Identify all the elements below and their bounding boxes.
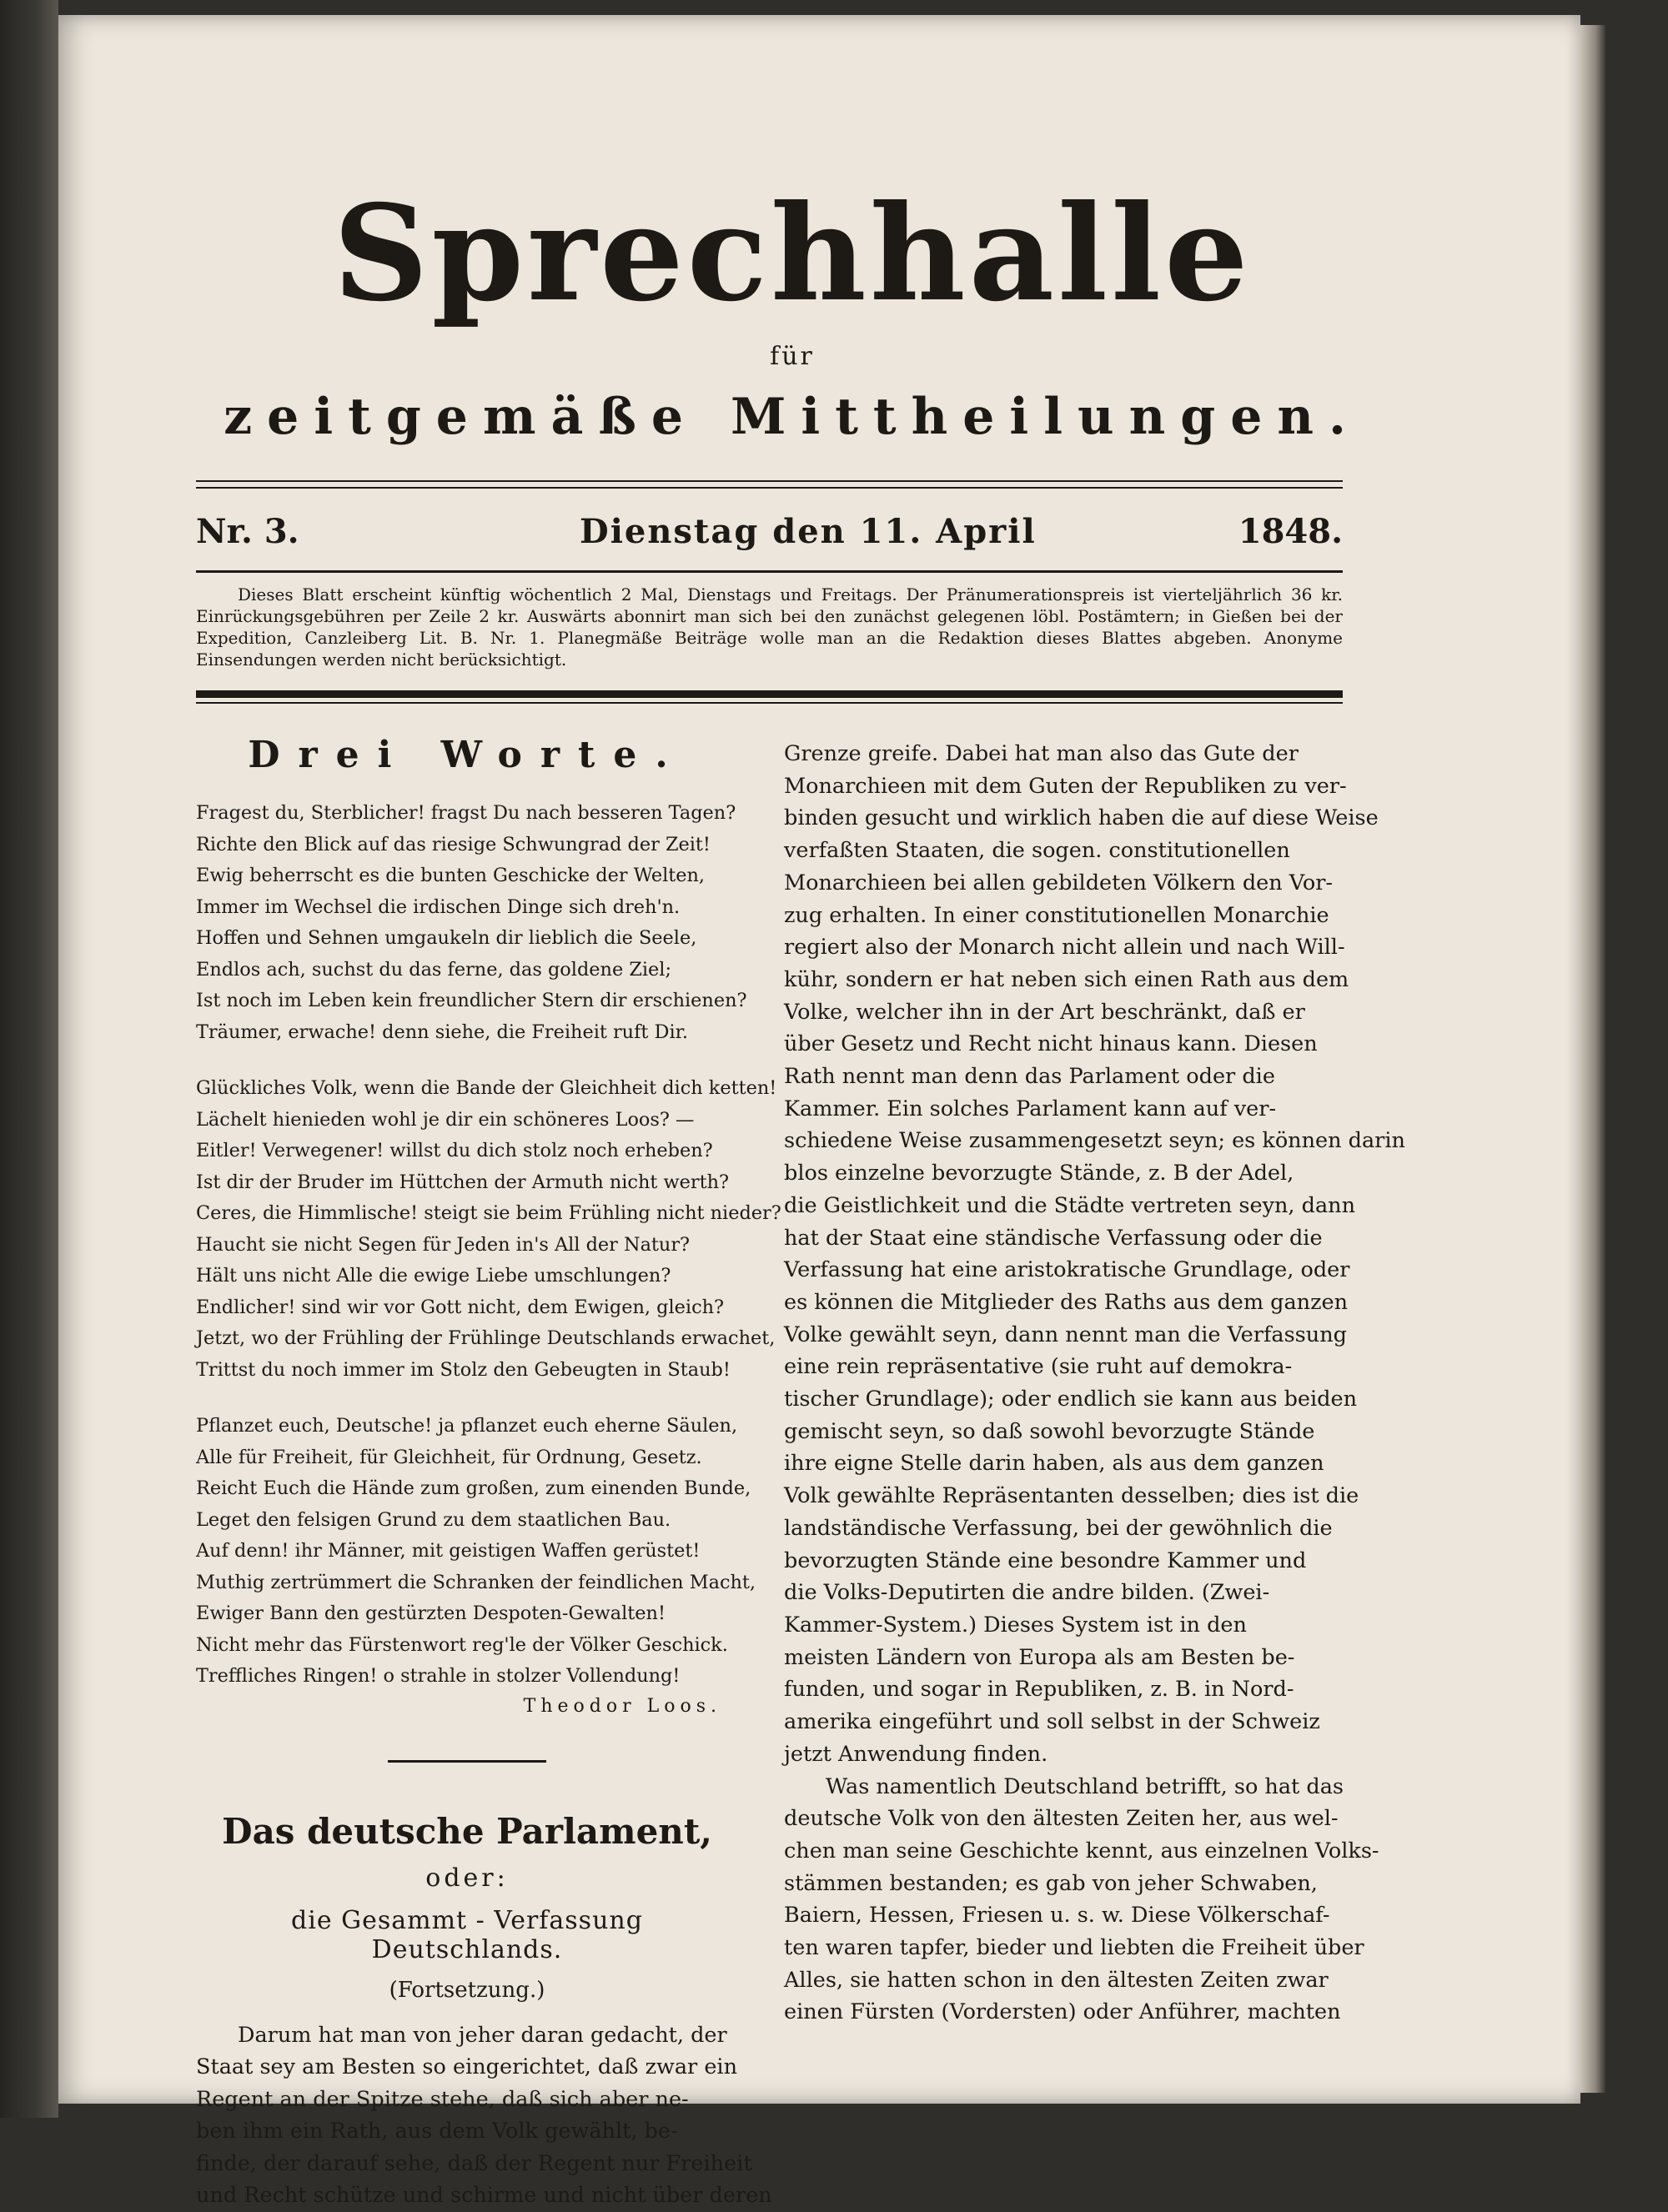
poem-line: Ceres, die Himmlische! steigt sie beim Frühling nicht nieder? <box>196 1198 738 1230</box>
article-line: es können die Mitglieder des Raths aus dem ganzen <box>784 1287 1344 1319</box>
rule-top-a <box>196 480 1343 482</box>
poem-line: Richte den Blick auf das riesige Schwungrad der Zeit! <box>196 830 738 861</box>
article-line: Volk gewählte Repräsentanten desselben; dies ist die <box>784 1480 1344 1512</box>
poem-line: Jetzt, wo der Frühling der Frühlinge Deutschlands erwachet, <box>196 1323 738 1355</box>
article-line: die Geistlichkeit und die Städte vertreten seyn, dann <box>784 1190 1344 1222</box>
article-line: Staat sey am Besten so eingerichtet, daß zwar ein <box>196 2051 738 2084</box>
issue-year: 1848. <box>1238 509 1343 555</box>
page-edge <box>1580 25 1605 2093</box>
poem-stanza-2 <box>196 1073 738 1386</box>
article-line: meisten Ländern von Europa als am Besten be- <box>784 1642 1344 1674</box>
article-line: Volke gewählt seyn, dann nennt man die Verfassung <box>784 1319 1344 1352</box>
article-line: Rath nennt man denn das Parlament oder die <box>784 1061 1344 1093</box>
poem-line: Haucht sie nicht Segen für Jeden in's All der Natur? <box>196 1230 738 1261</box>
article-line: amerika eingeführt und soll selbst in der Schweiz <box>784 1706 1344 1738</box>
article-line: zug erhalten. In einer constitutionellen Monarchie <box>784 900 1344 932</box>
article-line: ben ihm ein Rath, aus dem Volk gewählt, be- <box>196 2115 738 2148</box>
poem-line: Ist noch im Leben kein freundlicher Stern dir erschienen? <box>196 986 738 1017</box>
poem-line: Ewig beherrscht es die bunten Geschicke der Welten, <box>196 860 738 892</box>
poem-line: Ist dir der Bruder im Hüttchen der Armuth nicht werth? <box>196 1167 738 1199</box>
article-line: Regent an der Spitze stehe, daß sich aber ne- <box>196 2084 738 2116</box>
issue-date: Dienstag den 11. April <box>580 509 1037 555</box>
article-line: deutsche Volk von den ältesten Zeiten her, aus wel- <box>784 1803 1344 1835</box>
article-line: einen Fürsten (Vordersten) oder Anführer, machten <box>784 1996 1344 2029</box>
article-continued: (Fortsetzung.) <box>196 1978 738 2003</box>
book-binding-edge <box>0 0 58 2118</box>
article-title: Das deutsche Parlament, <box>196 1811 738 1852</box>
article-line: tischer Grundlage); oder endlich sie kann aus beiden <box>784 1383 1344 1416</box>
article-line: Baiern, Hessen, Friesen u. s. w. Diese Völkerschaf- <box>784 1899 1344 1932</box>
article-oder: oder: <box>196 1863 738 1893</box>
poem-author: Theodor Loos. <box>196 1696 738 1717</box>
rule-middle <box>196 570 1343 573</box>
poem-line: Leget den felsigen Grund zu dem staatlichen Bau. <box>196 1505 738 1537</box>
article-line: Monarchieen bei allen gebildeten Völkern den Vor- <box>784 867 1344 900</box>
poem-line: Endlicher! sind wir vor Gott nicht, dem Ewigen, gleich? <box>196 1292 738 1324</box>
article-line: Alles, sie hatten schon in den ältesten Zeiten zwar <box>784 1964 1344 1997</box>
issue-line <box>196 509 1343 555</box>
article-line: binden gesucht und wirklich haben die auf diese Weise <box>784 802 1344 835</box>
poem-line: Pflanzet euch, Deutsche! ja pflanzet euch eherne Säulen, <box>196 1411 738 1442</box>
poem-line: Eitler! Verwegener! willst du dich stolz noch erheben? <box>196 1136 738 1167</box>
article-body-left <box>196 2019 738 2212</box>
poem-line: Reicht Euch die Hände zum großen, zum einenden Bunde, <box>196 1473 738 1505</box>
article-line: finde, der darauf sehe, daß der Regent nur Freiheit <box>196 2148 738 2180</box>
poem-line: Trittst du noch immer im Stolz den Gebeugten in Staub! <box>196 1355 738 1387</box>
article-line: funden, und sogar in Republiken, z. B. in Nord- <box>784 1673 1344 1706</box>
article-line: eine rein repräsentative (sie ruht auf demokra- <box>784 1351 1344 1383</box>
article-line: jetzt Anwendung finden. <box>784 1738 1344 1771</box>
article-line: die Volks-Deputirten die andre bilden. (Zwei- <box>784 1577 1344 1609</box>
article-line: über Gesetz und Recht nicht hinaus kann. Diesen <box>784 1028 1344 1061</box>
poem-line: Hält uns nicht Alle die ewige Liebe umschlungen? <box>196 1261 738 1292</box>
article-line: Was namentlich Deutschland betrifft, so hat das <box>784 1771 1344 1803</box>
poem-stanza-1 <box>196 798 738 1048</box>
poem-line: Alle für Freiheit, für Gleichheit, für Ordnung, Gesetz. <box>196 1442 738 1474</box>
article-line: Kammer. Ein solches Parlament kann auf ver- <box>784 1093 1344 1126</box>
article-line: chen man seine Geschichte kennt, aus einzelnen Volks- <box>784 1835 1344 1868</box>
issue-number: Nr. 3. <box>196 509 299 555</box>
article-line: blos einzelne bevorzugte Stände, z. B der Adel, <box>784 1157 1344 1190</box>
poem-title: Drei Worte. <box>196 734 738 776</box>
article-line: Monarchieen mit dem Guten der Republiken zu ver- <box>784 770 1344 803</box>
article-subtitle: die Gesammt - Verfassung Deutschlands. <box>196 1906 738 1964</box>
poem-stanza-3 <box>196 1411 738 1717</box>
article-line: ihre eigne Stelle darin haben, als aus dem ganzen <box>784 1447 1344 1480</box>
subscription-notice: Dieses Blatt erscheint künftig wöchentlich 2 Mal, Dienstags und Freitags. Der Pränumerationspreis ist vierteljährlich 36 kr. Einrückungsgebühren per Zeile 2 kr. Auswärts abonnirt man sich bei den zunächst gelegenen löbl. Postämtern; in Gießen bei der Expedition, Canzleiberg Lit. B. Nr. 1. Planegmäße Beiträge wolle man an die Redaktion dieses Blattes abgeben. Anonyme Einsendungen werden nicht berücksichtigt. <box>196 584 1343 670</box>
rule-top-b <box>196 487 1343 489</box>
masthead-subtitle: zeitgemäße Mittheilungen. <box>133 388 1451 446</box>
article-line: landständische Verfassung, bei der gewöhnlich die <box>784 1512 1344 1545</box>
poem-line: Glückliches Volk, wenn die Bande der Gleichheit dich ketten! <box>196 1073 738 1105</box>
article-line: bevorzugten Stände eine besondre Kammer und <box>784 1545 1344 1577</box>
poem-line: Ewiger Bann den gestürzten Despoten-Gewalten! <box>196 1598 738 1630</box>
rule-thick <box>196 690 1343 698</box>
article-line: gemischt seyn, so daß sowohl bevorzugte Stände <box>784 1416 1344 1448</box>
left-column <box>196 725 738 2212</box>
right-column <box>784 738 1344 2029</box>
section-separator <box>388 1760 546 1763</box>
poem-line: Nicht mehr das Fürstenwort reg'le der Völker Geschick. <box>196 1630 738 1662</box>
article-line: hat der Staat eine ständische Verfassung oder die <box>784 1222 1344 1255</box>
poem-line: Träumer, erwache! denn siehe, die Freiheit ruft Dir. <box>196 1017 738 1049</box>
poem-line: Endlos ach, suchst du das ferne, das goldene Ziel; <box>196 955 738 986</box>
article-line: ten waren tapfer, bieder und liebten die Freiheit über <box>784 1932 1344 1964</box>
article-line: Volke, welcher ihn in der Art beschränkt, daß er <box>784 996 1344 1029</box>
article-line: und Recht schütze und schirme und nicht über deren <box>196 2179 738 2212</box>
poem-line: Auf denn! ihr Männer, mit geistigen Waffen gerüstet! <box>196 1536 738 1567</box>
poem-line: Hoffen und Sehnen umgaukeln dir lieblich die Seele, <box>196 923 738 955</box>
article-line: Kammer-System.) Dieses System ist in den <box>784 1609 1344 1642</box>
article-line: regiert also der Monarch nicht allein und nach Will- <box>784 931 1344 964</box>
article-line: Grenze greife. Dabei hat man also das Gute der <box>784 738 1344 770</box>
masthead-title: Sprechhalle <box>133 183 1451 325</box>
article-line: Darum hat man von jeher daran gedacht, der <box>196 2019 738 2052</box>
article-line: schiedene Weise zusammengesetzt seyn; es können darin <box>784 1125 1344 1157</box>
poem-line: Immer im Wechsel die irdischen Dinge sich dreh'n. <box>196 892 738 924</box>
poem-line: Treffliches Ringen! o strahle in stolzer Vollendung! <box>196 1661 738 1693</box>
article-line: kühr, sondern er hat neben sich einen Rath aus dem <box>784 964 1344 996</box>
poem-line: Fragest du, Sterblicher! fragst Du nach besseren Tagen? <box>196 798 738 830</box>
masthead-fuer: für <box>133 342 1451 371</box>
article-line: verfaßten Staaten, die sogen. constitutionellen <box>784 835 1344 867</box>
poem-line: Lächelt hienieden wohl je dir ein schöneres Loos? — <box>196 1105 738 1136</box>
article-line: stämmen bestanden; es gab von jeher Schwaben, <box>784 1868 1344 1900</box>
poem-line: Muthig zertrümmert die Schranken der feindlichen Macht, <box>196 1567 738 1599</box>
rule-thick-thin <box>196 702 1343 704</box>
article-line: Verfassung hat eine aristokratische Grundlage, oder <box>784 1254 1344 1287</box>
